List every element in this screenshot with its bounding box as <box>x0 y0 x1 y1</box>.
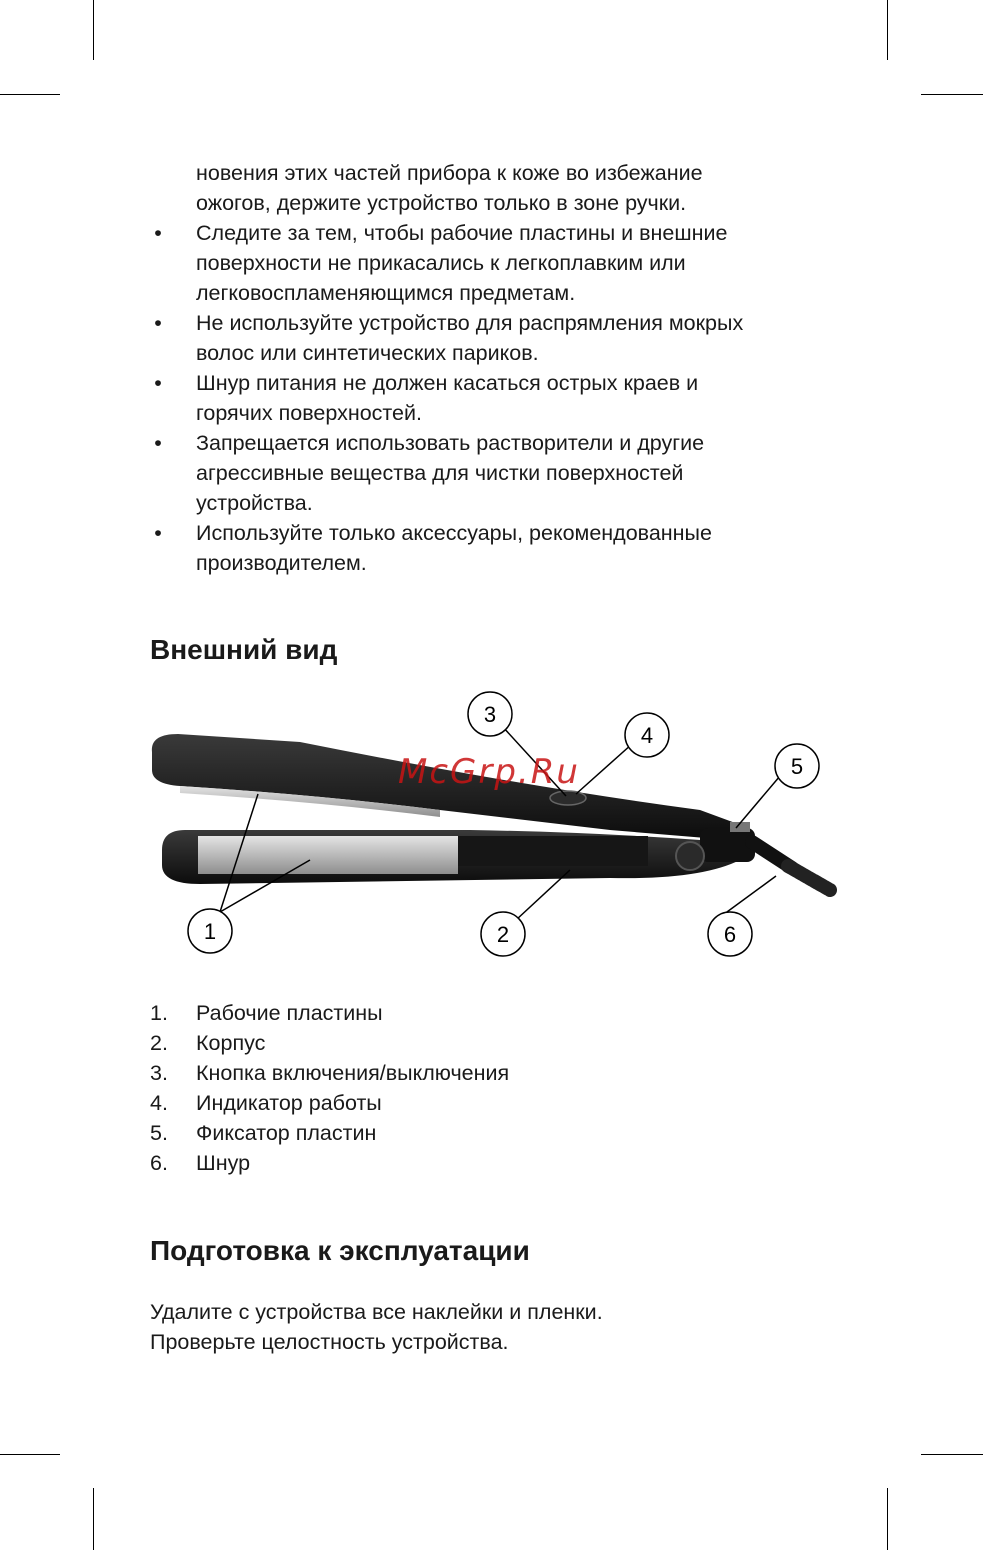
crop-mark <box>921 94 983 95</box>
cord <box>752 842 830 890</box>
list-label: Индикатор работы <box>196 1091 382 1115</box>
lower-plate <box>198 836 458 874</box>
text-line: горячих поверхностей. <box>196 401 422 425</box>
safety-text <box>150 158 850 578</box>
text-line: агрессивные вещества для чистки поверхностей <box>196 461 684 485</box>
list-number: 3. <box>150 1061 168 1085</box>
callout-label: 1 <box>203 919 217 944</box>
bullet-item <box>150 308 850 368</box>
bullet-icon: • <box>154 371 162 395</box>
callout-label: 4 <box>640 723 654 748</box>
crop-mark <box>93 1488 94 1550</box>
list-item <box>150 1148 509 1178</box>
list-label: Кнопка включения/выключения <box>196 1061 510 1085</box>
bullet-item <box>150 518 850 578</box>
text-line: легковоспламеняющимся предметам. <box>196 281 576 305</box>
list-item <box>150 1058 509 1088</box>
list-item <box>150 998 509 1028</box>
bullet-item <box>150 428 850 518</box>
list-item <box>150 1028 509 1058</box>
crop-mark <box>0 1454 60 1455</box>
list-number: 2. <box>150 1031 168 1055</box>
list-label: Корпус <box>196 1031 266 1055</box>
bullet-icon: • <box>154 431 162 455</box>
list-label: Шнур <box>196 1151 251 1175</box>
list-label: Рабочие пластины <box>196 1001 383 1025</box>
watermark: McGrp.Ru <box>398 752 580 792</box>
text-line: Проверьте целостность устройства. <box>150 1330 509 1354</box>
lower-arm <box>162 830 740 884</box>
text-line: поверхности не прикасались к легкоплавким или <box>196 251 686 275</box>
callout-2 <box>481 912 525 956</box>
crop-mark <box>0 94 60 95</box>
continuation-paragraph <box>150 158 850 218</box>
text-line: Запрещается использовать растворители и другие <box>196 431 705 455</box>
callout-label: 3 <box>483 702 497 727</box>
list-item <box>150 1118 509 1148</box>
list-item <box>150 1088 509 1118</box>
text-line: Используйте только аксессуары, рекомендованные <box>196 521 712 545</box>
list-number: 4. <box>150 1091 168 1115</box>
crop-mark <box>887 0 888 60</box>
bullet-item <box>150 368 850 428</box>
callout-5 <box>775 744 819 788</box>
bullet-icon: • <box>154 521 162 545</box>
callout-4 <box>625 713 669 757</box>
preparation-paragraph <box>150 1297 603 1357</box>
callout-label: 6 <box>723 922 737 947</box>
text-line: Следите за тем, чтобы рабочие пластины и внешние <box>196 221 728 245</box>
text-line: новения этих частей прибора к коже во избежание <box>196 161 703 185</box>
power-button <box>550 791 586 805</box>
bullet-icon: • <box>154 221 162 245</box>
crop-mark <box>887 1488 888 1550</box>
hair-straightener-diagram <box>140 690 840 960</box>
parts-list <box>150 998 509 1178</box>
callout-6 <box>708 912 752 956</box>
list-number: 6. <box>150 1151 168 1175</box>
list-number: 1. <box>150 1001 168 1025</box>
list-label: Фиксатор пластин <box>196 1121 377 1145</box>
bullet-item <box>150 218 850 308</box>
text-line: Не используйте устройство для распрямления мокрых <box>196 311 744 335</box>
section-title-appearance: Внешний вид <box>150 634 338 665</box>
callout-label: 2 <box>496 922 510 947</box>
callout-1 <box>188 909 232 953</box>
text-line: волос или синтетических париков. <box>196 341 539 365</box>
text-line: Удалите с устройства все наклейки и пленки. <box>150 1300 603 1324</box>
bullet-icon: • <box>154 311 162 335</box>
text-line: устройства. <box>196 491 313 515</box>
crop-mark <box>93 0 94 60</box>
text-line: производителем. <box>196 551 367 575</box>
text-line: ожогов, держите устройство только в зоне ручки. <box>196 191 687 215</box>
list-number: 5. <box>150 1121 168 1145</box>
callout-3 <box>468 692 512 736</box>
crop-mark <box>921 1454 983 1455</box>
text-line: Шнур питания не должен касаться острых краев и <box>196 371 699 395</box>
callout-label: 5 <box>790 754 804 779</box>
section-title-preparation: Подготовка к эксплуатации <box>150 1235 530 1266</box>
